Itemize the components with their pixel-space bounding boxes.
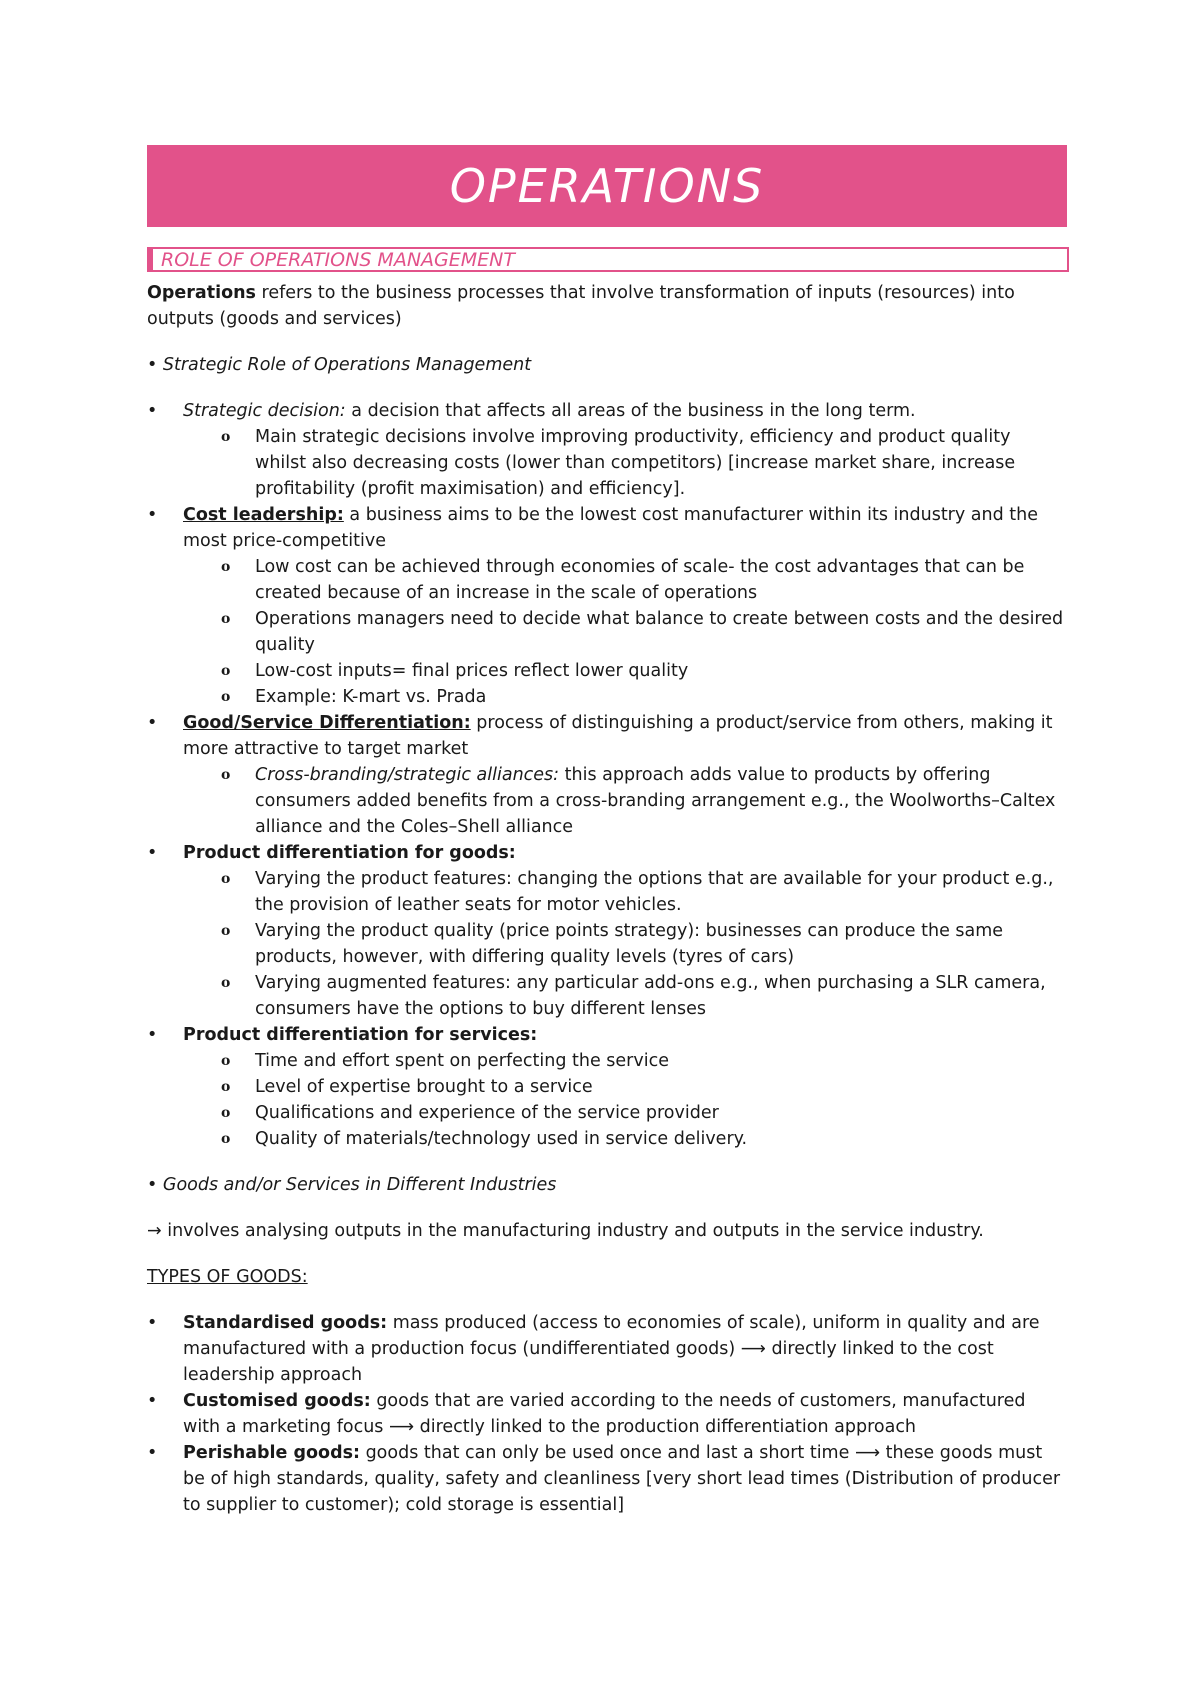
list-item: [147, 1022, 1067, 1152]
sub-list-item: [183, 1074, 1067, 1100]
sub-item-text: Time and effort spent on perfecting the service: [255, 1051, 669, 1071]
sub-bullet-icon: o: [221, 611, 231, 627]
bullet-icon: •: [147, 505, 158, 525]
arrow-line: → involves analysing outputs in the manufacturing industry and outputs in the service industry.: [147, 1221, 984, 1241]
sub-item-text: Varying augmented features: any particular add-ons e.g., when purchasing a SLR camera, consumers have the options to buy different lenses: [255, 973, 1046, 1019]
term-label: Product differentiation for goods:: [183, 843, 516, 863]
document-page: [147, 145, 1067, 1518]
types-heading: TYPES OF GOODS:: [147, 1267, 308, 1287]
sub-item-text: Level of expertise brought to a service: [255, 1077, 593, 1097]
term-label: Perishable goods:: [183, 1443, 361, 1463]
sub-item-text: Operations managers need to decide what balance to create between costs and the desired quality: [255, 609, 1064, 655]
sub-bullet-icon: o: [221, 1079, 231, 1095]
sub-list-item: [183, 606, 1067, 658]
sub-list-item: [183, 1048, 1067, 1074]
item-text: goods that can only be used once and last a short time ⟶ these goods must be of high standards, quality, safety and cleanliness [very short lead times (Distribution of producer to supplier to customer); cold storage is essential]: [183, 1443, 1061, 1515]
list-item: [147, 710, 1067, 840]
intro-paragraph: [147, 280, 1067, 332]
sub-list-item: [183, 684, 1067, 710]
page-title: OPERATIONS: [449, 159, 765, 213]
bullet-icon: •: [147, 401, 158, 421]
item-text: a business aims to be the lowest cost manufacturer within its industry and the most price-competitive: [183, 505, 1038, 551]
term-label: Cost leadership:: [183, 505, 344, 525]
sub-bullet-icon: o: [221, 429, 231, 445]
sub-list-item: [183, 970, 1067, 1022]
item-text: mass produced (access to economies of scale), uniform in quality and are manufactured with a production focus (undifferentiated goods) ⟶ directly linked to the cost leadership approach: [183, 1313, 1040, 1385]
list-item: [147, 1388, 1067, 1440]
sub-list-item: [183, 1100, 1067, 1126]
sub-item-text: Qualifications and experience of the service provider: [255, 1103, 719, 1123]
sub-bullet-icon: o: [221, 1105, 231, 1121]
item-text: process of distinguishing a product/service from others, making it more attractive to target market: [183, 713, 1053, 759]
sub-bullet-icon: o: [221, 975, 231, 991]
section-heading: ROLE OF OPERATIONS MANAGEMENT: [161, 248, 515, 271]
sub-bullet-icon: o: [221, 1053, 231, 1069]
sub-bullet-icon: o: [221, 767, 231, 783]
sub-item-text: Main strategic decisions involve improving productivity, efficiency and product quality whilst also decreasing costs (lower than competitors) [increase market share, increase profitability (profit maximisation) and efficiency].: [255, 427, 1016, 499]
bullet-icon: •: [147, 713, 158, 733]
sub-list-item: [183, 658, 1067, 684]
strategic-list: [147, 398, 1067, 1152]
sub-term-label: Cross-branding/strategic alliances:: [255, 765, 560, 785]
term-label: Good/Service Differentiation:: [183, 713, 471, 733]
sub-item-text: Example: K-mart vs. Prada: [255, 687, 487, 707]
sub-bullet-icon: o: [221, 1131, 231, 1147]
sub-item-text: Low cost can be achieved through economies of scale- the cost advantages that can be created because of an increase in the scale of operations: [255, 557, 1025, 603]
item-text: a decision that affects all areas of the business in the long term.: [345, 401, 916, 421]
sub-item-text: this approach adds value to products by offering consumers added benefits from a cross-branding arrangement e.g., the Woolworths–Caltex alliance and the Coles–Shell alliance: [255, 765, 1056, 837]
list-item: [147, 502, 1067, 710]
list-item: [147, 840, 1067, 1022]
sub-list-item: [183, 554, 1067, 606]
sub-item-text: Low-cost inputs= final prices reflect lower quality: [255, 661, 689, 681]
bullet-icon: •: [147, 1391, 158, 1411]
term-label: Product differentiation for services:: [183, 1025, 538, 1045]
intro-text: refers to the business processes that involve transformation of inputs (resources) into outputs (goods and services): [147, 283, 1015, 329]
term-label: Strategic decision:: [183, 401, 346, 421]
list-item: [147, 1440, 1067, 1518]
subheading-industries: • Goods and/or Services in Different Industries: [147, 1175, 557, 1195]
bullet-icon: •: [147, 1443, 158, 1463]
list-item: [147, 1310, 1067, 1388]
sub-bullet-icon: o: [221, 923, 231, 939]
intro-term: Operations: [147, 283, 256, 303]
sub-item-text: Quality of materials/technology used in service delivery.: [255, 1129, 748, 1149]
sub-bullet-icon: o: [221, 871, 231, 887]
types-list: [147, 1310, 1067, 1518]
sub-list-item: [183, 424, 1067, 502]
subheading-strategic: • Strategic Role of Operations Management: [147, 355, 532, 375]
sub-list-item: [183, 866, 1067, 918]
sub-bullet-icon: o: [221, 663, 231, 679]
bullet-icon: •: [147, 1313, 158, 1333]
sub-list-item: [183, 918, 1067, 970]
bullet-icon: •: [147, 843, 158, 863]
bullet-icon: •: [147, 1025, 158, 1045]
term-label: Customised goods:: [183, 1391, 371, 1411]
sub-item-text: Varying the product features: changing the options that are available for your product e.g., the provision of leather seats for motor vehicles.: [255, 869, 1054, 915]
item-text: goods that are varied according to the needs of customers, manufactured with a marketing focus ⟶ directly linked to the production differentiation approach: [183, 1391, 1026, 1437]
sub-bullet-icon: o: [221, 559, 231, 575]
title-banner: [147, 145, 1067, 227]
sub-bullet-icon: o: [221, 689, 231, 705]
sub-list-item: [183, 1126, 1067, 1152]
sub-list-item: [183, 762, 1067, 840]
section-heading-box: [147, 247, 1069, 272]
sub-item-text: Varying the product quality (price points strategy): businesses can produce the same products, however, with differing quality levels (tyres of cars): [255, 921, 1004, 967]
list-item: [147, 398, 1067, 502]
term-label: Standardised goods:: [183, 1313, 388, 1333]
